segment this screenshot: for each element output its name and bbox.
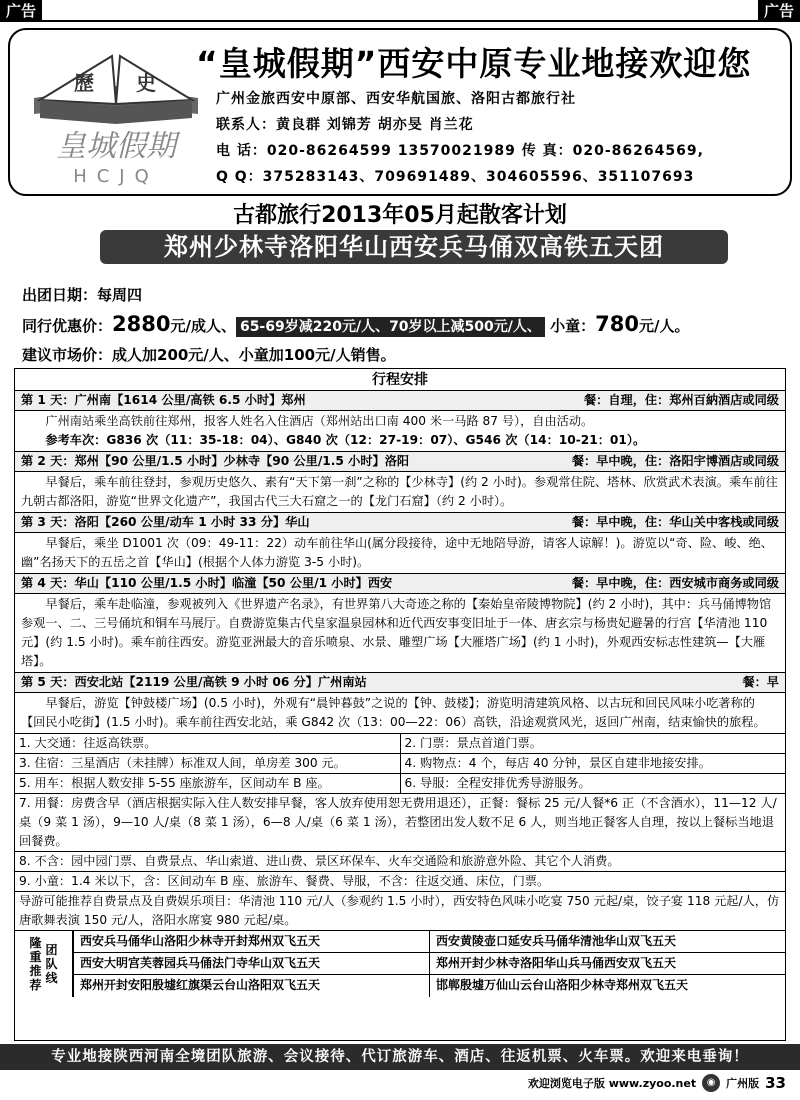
day-5	[15, 673, 785, 734]
day-5-body: 早餐后，游览【钟鼓楼广场】(0.5 小时)，外观有“晨钟暮鼓”之说的【钟、鼓楼】；游览明清建筑风格、以古玩和回民风味小吃著称的【回民小吃街】(1.5 小时)。乘车前往西安北站，乘 G842 次（13：00—22：06）高铁，沿途观赏风光，返回广州南，结束愉快的旅程。	[21, 696, 766, 729]
day-3-body: 早餐后，乘坐 D1001 次（09：49-11：22）动车前往华山(属分段接待，途中无地陪导游，请客人谅解！)。游览以“奇、险、峻、绝、幽”名扬天下的五岳之首【华山】(根据个人体力游览 3-5 小时)。	[21, 536, 773, 569]
service-guide: 6. 导服：全程安排优秀导游服务。	[404, 776, 591, 790]
recommend-item: 邯郸殷墟万仙山云台山洛阳少林寺郑州双飞五天	[429, 975, 785, 997]
day-2-body: 早餐后，乘车前往登封，参观历史悠久、素有“天下第一刹”之称的【少林寺】(约 2 小时)。参观常住院、塔林、欣赏武术表演。乘车前往九朝古都洛阳，游览“世界文化遗产”，我国古代三大石窟之一的【龙门石窟】（约 2 小时）。	[21, 475, 778, 508]
logo-book-right: 史	[136, 71, 156, 95]
day-5-head	[15, 673, 785, 693]
day-1-trains: 参考车次：G836 次（11：35-18：04）、G840 次（12：27-19：07）、G546 次（14：10-21：01）。	[45, 433, 646, 447]
service-tickets: 2. 门票：景点首道门票。	[404, 736, 542, 750]
service-meals: 7. 用餐：房费含早（酒店根据实际入住人数安排早餐，客人放弃使用恕无费用退还），正餐：餐标 25 元/人餐*6 正（不含酒水），11—12 人/桌（9 菜 1 汤），9—10 人/桌（8 菜 1 汤），6—8 人/桌（6 菜 1 汤），若整团出发人数不足 6 人，则当地正餐客人自理，按以上餐标当地退回餐费。	[15, 794, 785, 852]
day-1	[15, 391, 785, 452]
day-3-route: 第 3 天：洛阳【260 公里/动车 1 小时 33 分】华山	[21, 515, 310, 529]
depart-date	[22, 284, 142, 305]
ad-tag-left: 广告	[0, 0, 42, 22]
section-title: 古都旅行2013年05月起散客计划	[233, 203, 567, 228]
child-unit: 元/人。	[638, 317, 690, 335]
header-contacts: 联系人：黄良群 刘锦芳 胡亦旻 肖兰花	[216, 117, 474, 133]
optional-items: 导游可能推荐自费景点及自费娱乐项目：华清池 110 元/人（参观约 1.5 小时），西安特色风味小吃宴 750 元起/桌，饺子宴 118 元起/人，仿唐歌舞表演 150 元/人，洛阳水席宴 980 元起/桌。	[15, 892, 785, 931]
service-row-1	[15, 734, 785, 754]
service-vehicle: 5. 用车：根据人数安排 5-55 座旅游车，区间动车 B 座。	[15, 774, 401, 793]
day-1-meals: 餐：自理，住：郑州百納酒店或同级	[584, 393, 779, 407]
day-2-meals: 餐：早中晚，住：洛阳宇博酒店或同级	[571, 454, 779, 468]
recommend-item: 西安大明宫芙蓉园兵马俑法门寺华山双飞五天	[73, 953, 429, 975]
day-3	[15, 513, 785, 574]
recommend-item: 郑州开封少林寺洛阳华山兵马俑西安双飞五天	[429, 953, 785, 975]
day-4-head	[15, 574, 785, 594]
footer-brand: 广州版	[726, 1077, 760, 1090]
recommend-item: 西安黄陵壶口延安兵马俑华清池华山双飞五天	[429, 931, 785, 953]
day-2-head	[15, 452, 785, 472]
recommend-item: 郑州开封安阳殷墟红旗渠云台山洛阳双飞五天	[73, 975, 429, 997]
day-4-body: 早餐后，乘车赴临潼，参观被列入《世界遗产名录》，有世界第八大奇迹之称的【秦始皇帝陵博物院】(约 2 小时)，其中：兵马俑博物馆参观一、二、三号俑坑和铜车马展厅。自费游览集古代皇家温泉园林和近代西安事变旧址于一体、唐玄宗与杨贵妃避暑的行宫【华清池 110 元】(约 1.5 小时)。乘车前往西安。游览亚洲最大的音乐喷泉、水景、雕塑广场【大雁塔广场】(约 1 小时)，外观西安标志性建筑—【大雁塔】。	[21, 597, 772, 668]
footer-bottom	[528, 1074, 786, 1092]
market-price: 建议市场价：成人加200元/人、小童加100元/人销售。	[22, 346, 396, 364]
footer-bar: 专业地接陕西河南全境团队旅游、会议接待、代订旅游车、酒店、往返机票、火车票。欢迎来电垂询！	[0, 1044, 800, 1070]
child-label: 小童：	[550, 317, 596, 335]
discount-highlight: 65-69岁减220元/人、70岁以上减500元/人、	[236, 317, 545, 337]
day-4	[15, 574, 785, 673]
service-child: 9. 小童：1.4 米以下，含：区间动车 B 座、旅游车、餐费、导服，不含：往返交通、床位，门票。	[15, 872, 785, 892]
day-4-meals: 餐：早中晚，住：西安城市商务或同级	[571, 576, 779, 590]
recommend-section	[15, 931, 785, 997]
tour-banner: 郑州少林寺洛阳华山西安兵马俑双高铁五天团	[100, 230, 728, 264]
day-2-route: 第 2 天：郑州【90 公里/1.5 小时】少林寺【90 公里/1.5 小时】洛阳	[21, 454, 410, 468]
header-box	[8, 28, 792, 196]
itinerary-title: 行程安排	[15, 369, 785, 391]
logo-book-icon	[26, 48, 206, 188]
service-shopping: 4. 购物点：4 个，每店 40 分钟，景区自建非地接安排。	[404, 756, 711, 770]
adult-price: 2880	[112, 312, 171, 336]
price-label: 同行优惠价：	[22, 317, 113, 335]
header-partners: 广州金旅西安中原部、西安华航国旅、洛阳古都旅行社	[216, 91, 576, 107]
publisher-logo-icon: ◉	[702, 1074, 720, 1092]
recommend-label-b: 团队线	[45, 943, 58, 985]
page-number: 33	[765, 1074, 786, 1092]
service-hotel: 3. 住宿：三星酒店（未挂牌）标准双人间，单房差 300 元。	[15, 754, 401, 773]
header-phone: 电 话：020-86264599 13570021989 传 真：020-86264569,	[216, 143, 704, 159]
top-divider	[0, 20, 800, 22]
header-qq: Q Q：375283143、709691489、304605596、351107693	[216, 169, 695, 185]
day-1-route: 第 1 天：广州南【1614 公里/高铁 6.5 小时】郑州	[21, 393, 306, 407]
service-row-2	[15, 754, 785, 774]
day-4-route: 第 4 天：华山【110 公里/1.5 小时】临潼【50 公里/1 小时】西安	[21, 576, 393, 590]
price-line	[22, 312, 689, 336]
day-5-meals: 餐：早	[742, 675, 779, 689]
day-1-head	[15, 391, 785, 411]
depart-label: 出团日期：	[22, 286, 98, 304]
adult-unit: 元/成人、	[170, 317, 236, 335]
service-row-3	[15, 774, 785, 794]
service-transport: 1. 大交通：往返高铁票。	[15, 734, 401, 753]
day-5-route: 第 5 天：西安北站【2119 公里/高铁 9 小时 06 分】广州南站	[21, 675, 367, 689]
itinerary-table	[14, 368, 786, 1041]
recommend-label-a: 隆重推荐	[29, 936, 42, 992]
day-3-head	[15, 513, 785, 533]
logo-script: 皇城假期	[56, 129, 176, 164]
header-title: “皇城假期”西安中原专业地接欢迎您	[196, 44, 752, 83]
footer-site: 欢迎浏览电子版 www.zyoo.net	[527, 1077, 697, 1090]
day-3-meals: 餐：早中晚，住：华山关中客栈或同级	[571, 515, 779, 529]
service-excluded: 8. 不含：园中园门票、自费景点、华山索道、进山费、景区环保车、火车交通险和旅游意外险、其它个人消费。	[15, 852, 785, 872]
ad-tag-right: 广告	[758, 0, 800, 22]
day-1-body: 广州南站乘坐高铁前往郑州，报客人姓名入住酒店（郑州站出口南 400 米一马路 87 号），自由活动。	[45, 414, 594, 428]
child-price: 780	[595, 312, 639, 336]
logo-book-left: 歷	[74, 71, 94, 95]
recommend-list	[73, 931, 785, 997]
recommend-label	[15, 931, 73, 997]
depart-value: 每周四	[97, 286, 143, 304]
recommend-item: 西安兵马俑华山洛阳少林寺开封郑州双飞五天	[73, 931, 429, 953]
day-2	[15, 452, 785, 513]
logo-letters: HCJQ	[73, 166, 159, 187]
